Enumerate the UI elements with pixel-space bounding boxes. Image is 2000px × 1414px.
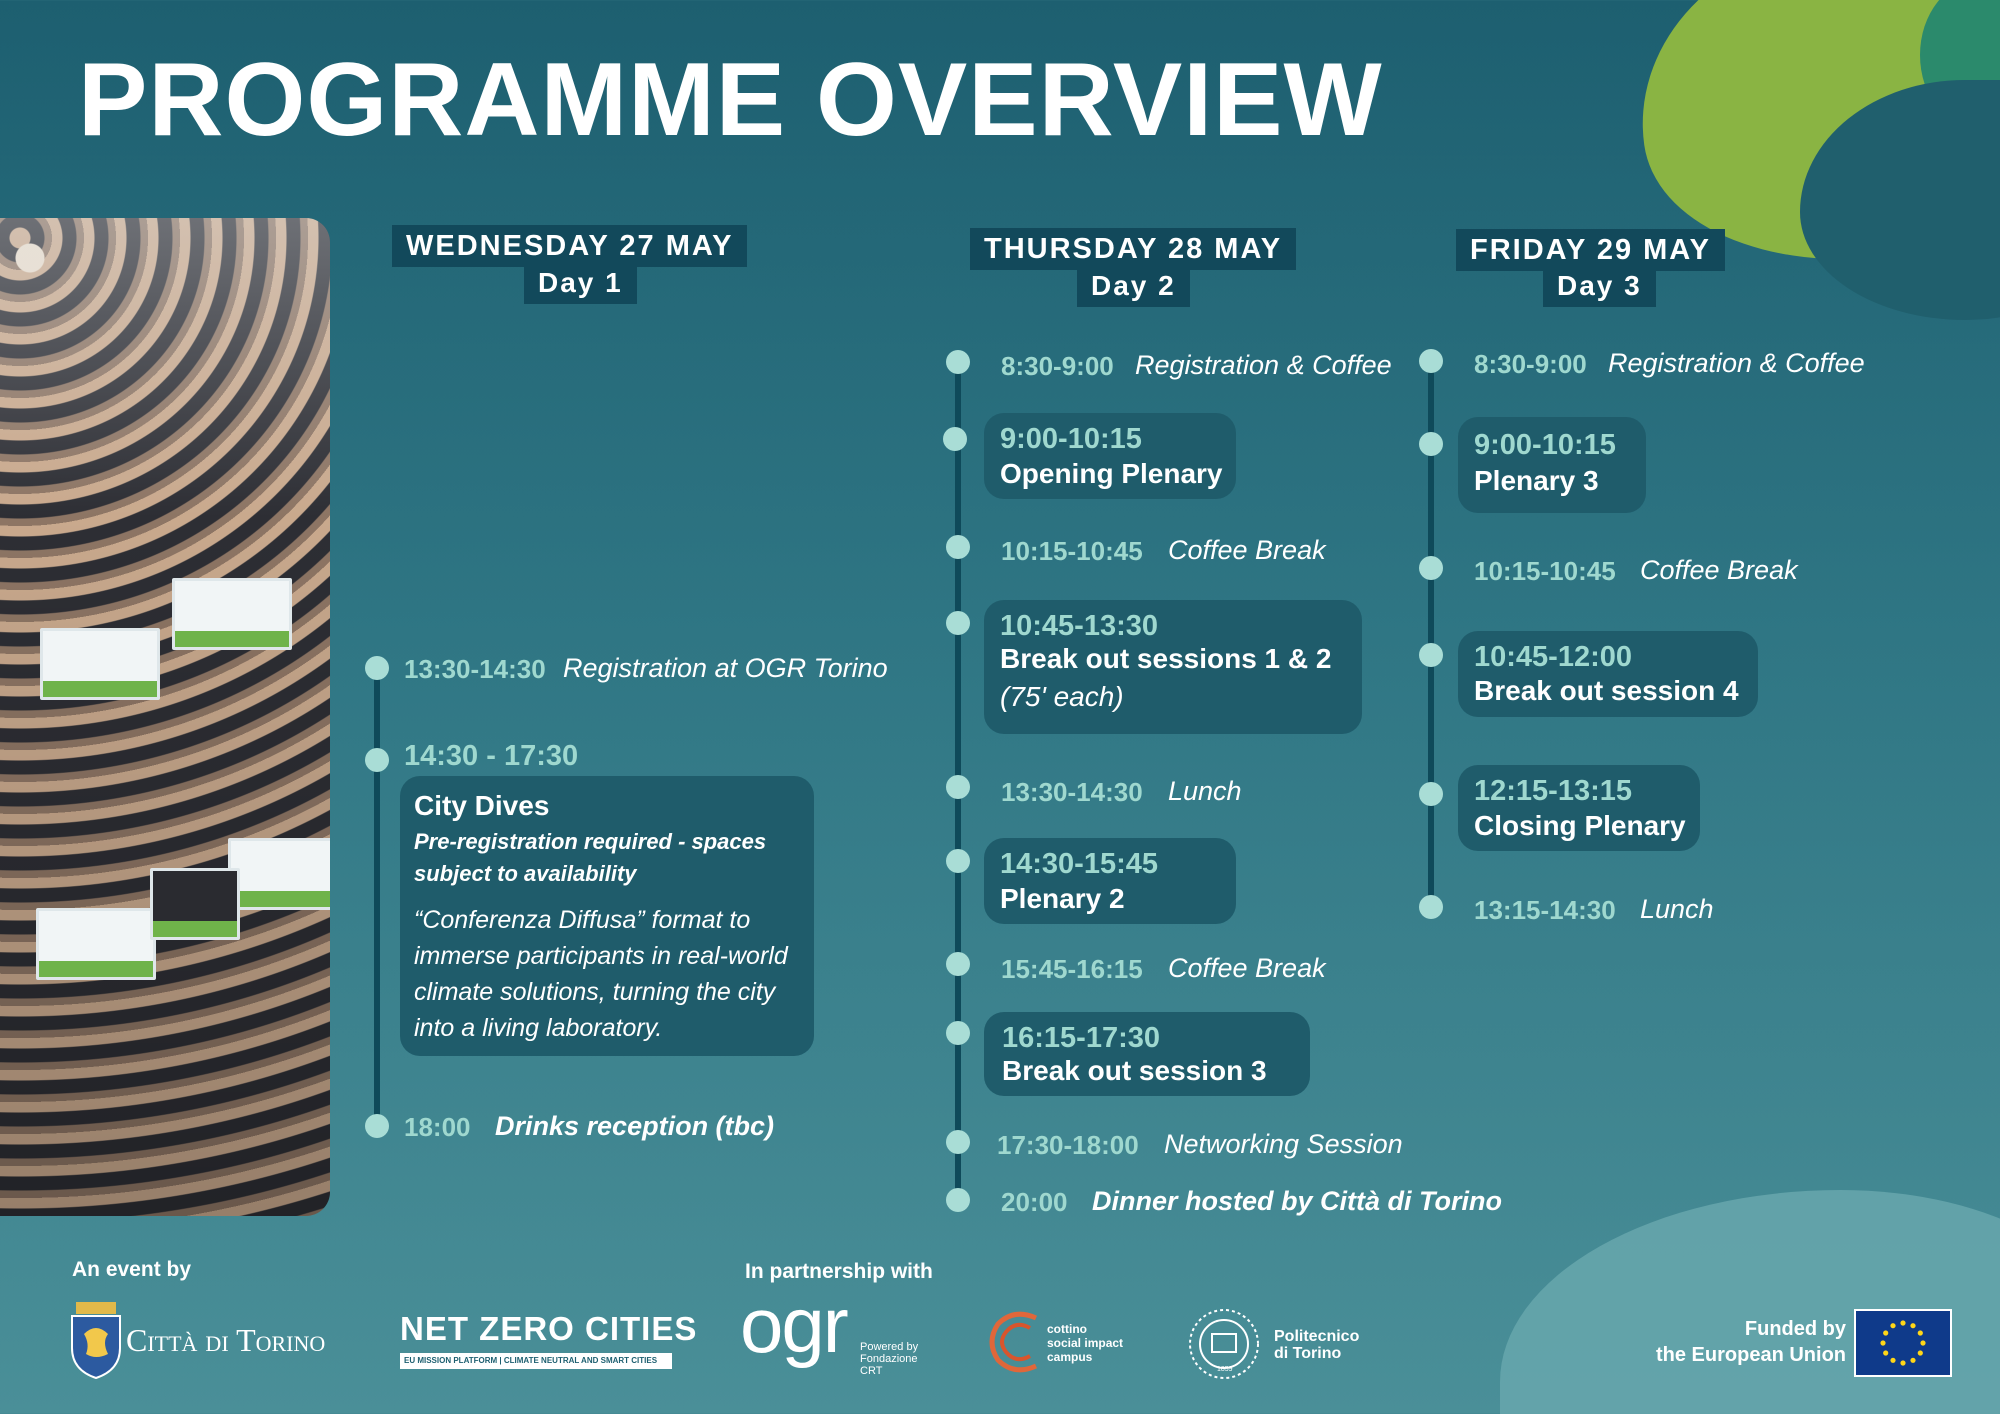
event-time: 17:30-18:00 — [997, 1130, 1139, 1160]
timeline-dot — [946, 611, 970, 635]
ogr-sub-text: Powered by Fondazione CRT — [860, 1341, 919, 1377]
photo-sign — [172, 578, 292, 650]
event-time: 10:15-10:45 — [1474, 556, 1616, 586]
event-card-breakout-3 — [984, 1012, 1310, 1096]
card-title: City Dives — [414, 790, 550, 821]
event-time: 13:30-14:30 — [404, 654, 546, 684]
timeline-dot — [946, 775, 970, 799]
cottino-logo-text: cottino social impact campus — [1047, 1322, 1124, 1364]
timeline-dot — [946, 849, 970, 873]
event-label: Coffee Break — [1640, 555, 1798, 585]
torino-crest-icon — [68, 1300, 124, 1380]
event-label: Networking Session — [1164, 1129, 1403, 1159]
event-card-breakout-4 — [1458, 631, 1758, 717]
card-time: 9:00-10:15 — [1000, 423, 1142, 455]
event-label: Registration & Coffee — [1608, 348, 1865, 378]
card-time: 10:45-13:30 — [1000, 610, 1158, 642]
timeline-dot — [1419, 643, 1443, 667]
decorative-blob-bottom — [1500, 1190, 2000, 1414]
timeline-dot — [946, 1130, 970, 1154]
timeline-dot — [1419, 349, 1443, 373]
card-description: “Conferenza Diffusa” format to immerse participants in real-world climate solutions, turning the city into a living laboratory. — [414, 906, 788, 1042]
timeline-dot — [365, 748, 389, 772]
timeline-dot — [946, 535, 970, 559]
day-header-friday: FRIDAY 29 MAY — [1456, 229, 1725, 271]
event-time: 8:30-9:00 — [1474, 349, 1587, 379]
event-time: 8:30-9:00 — [1001, 351, 1114, 381]
polito-logo-text: Politecnico di Torino — [1274, 1328, 1360, 1362]
card-title: Closing Plenary — [1474, 810, 1686, 841]
polito-year: 1859 — [1217, 1366, 1233, 1373]
card-title: Break out sessions 1 & 2 — [1000, 643, 1332, 674]
event-time: 13:15-14:30 — [1474, 895, 1616, 925]
event-label: Drinks reception (tbc) — [495, 1111, 775, 1141]
event-time: 20:00 — [1001, 1187, 1068, 1217]
event-card-city-dives — [400, 776, 814, 1056]
event-label: Coffee Break — [1168, 535, 1326, 565]
ogr-logo-text: ogr — [740, 1281, 847, 1369]
card-time: 12:15-13:15 — [1474, 775, 1632, 807]
timeline-day-1 — [374, 668, 380, 1128]
event-photo — [0, 218, 330, 1216]
eu-flag-icon — [1854, 1309, 1952, 1377]
day-sub-3: Day 3 — [1543, 267, 1656, 307]
partnership-label: In partnership with — [745, 1260, 933, 1283]
timeline-dot — [946, 1021, 970, 1045]
event-time: 14:30 - 17:30 — [404, 740, 579, 772]
day-sub-1: Day 1 — [524, 264, 637, 304]
timeline-dot — [946, 952, 970, 976]
cottino-logo-icon — [984, 1306, 1046, 1378]
card-title: Opening Plenary — [1000, 458, 1223, 489]
event-time: 10:15-10:45 — [1001, 536, 1143, 566]
timeline-dot — [1419, 556, 1443, 580]
event-card-plenary-2 — [984, 838, 1236, 924]
event-time: 18:00 — [404, 1112, 471, 1142]
card-title: Plenary 3 — [1474, 465, 1599, 496]
event-label: Lunch — [1640, 894, 1714, 924]
event-time: 13:30-14:30 — [1001, 777, 1143, 807]
event-card-plenary-3 — [1458, 417, 1646, 513]
photo-sign — [40, 628, 160, 700]
timeline-dot — [365, 1114, 389, 1138]
event-by-label: An event by — [72, 1258, 192, 1281]
timeline-dot — [1419, 432, 1443, 456]
card-time: 16:15-17:30 — [1002, 1022, 1160, 1054]
timeline-dot — [946, 350, 970, 374]
event-card-opening-plenary — [984, 413, 1236, 499]
event-label: Registration at OGR Torino — [563, 653, 888, 683]
page-title: PROGRAMME OVERVIEW — [78, 42, 1383, 158]
card-time: 14:30-15:45 — [1000, 848, 1158, 880]
timeline-dot — [365, 656, 389, 680]
funded-by-text: Funded by the European Union — [1656, 1318, 1846, 1366]
event-label: Coffee Break — [1168, 953, 1326, 983]
event-card-closing-plenary — [1458, 765, 1700, 851]
day-sub-2: Day 2 — [1077, 267, 1190, 307]
card-title: Plenary 2 — [1000, 883, 1125, 914]
photo-sign — [150, 868, 240, 940]
card-time: 9:00-10:15 — [1474, 429, 1616, 461]
card-note: (75' each) — [1000, 681, 1124, 712]
torino-logo-text: Città di Torino — [126, 1322, 326, 1358]
timeline-dot — [1419, 895, 1443, 919]
event-label: Dinner hosted by Città di Torino — [1092, 1186, 1502, 1216]
card-title: Break out session 3 — [1002, 1055, 1267, 1086]
nzc-logo-text: NET ZERO CITIES — [400, 1310, 698, 1347]
event-label: Registration & Coffee — [1135, 350, 1392, 380]
timeline-dot — [946, 1188, 970, 1212]
timeline-dot — [1419, 782, 1443, 806]
timeline-dot — [943, 427, 967, 451]
day-header-wednesday: WEDNESDAY 27 MAY — [392, 225, 747, 267]
card-subtitle: Pre-registration required - spaces subject to availability — [414, 829, 767, 886]
card-time: 10:45-12:00 — [1474, 641, 1632, 673]
nzc-sub-banner: EU MISSION PLATFORM | CLIMATE NEUTRAL AND SMART CITIES — [400, 1353, 672, 1369]
photo-sign — [36, 908, 156, 980]
event-label: Lunch — [1168, 776, 1242, 806]
card-title: Break out session 4 — [1474, 675, 1739, 706]
day-header-thursday: THURSDAY 28 MAY — [970, 228, 1296, 270]
photo-sign — [228, 838, 330, 910]
event-card-breakout-1-2 — [984, 600, 1362, 734]
event-time: 15:45-16:15 — [1001, 954, 1143, 984]
